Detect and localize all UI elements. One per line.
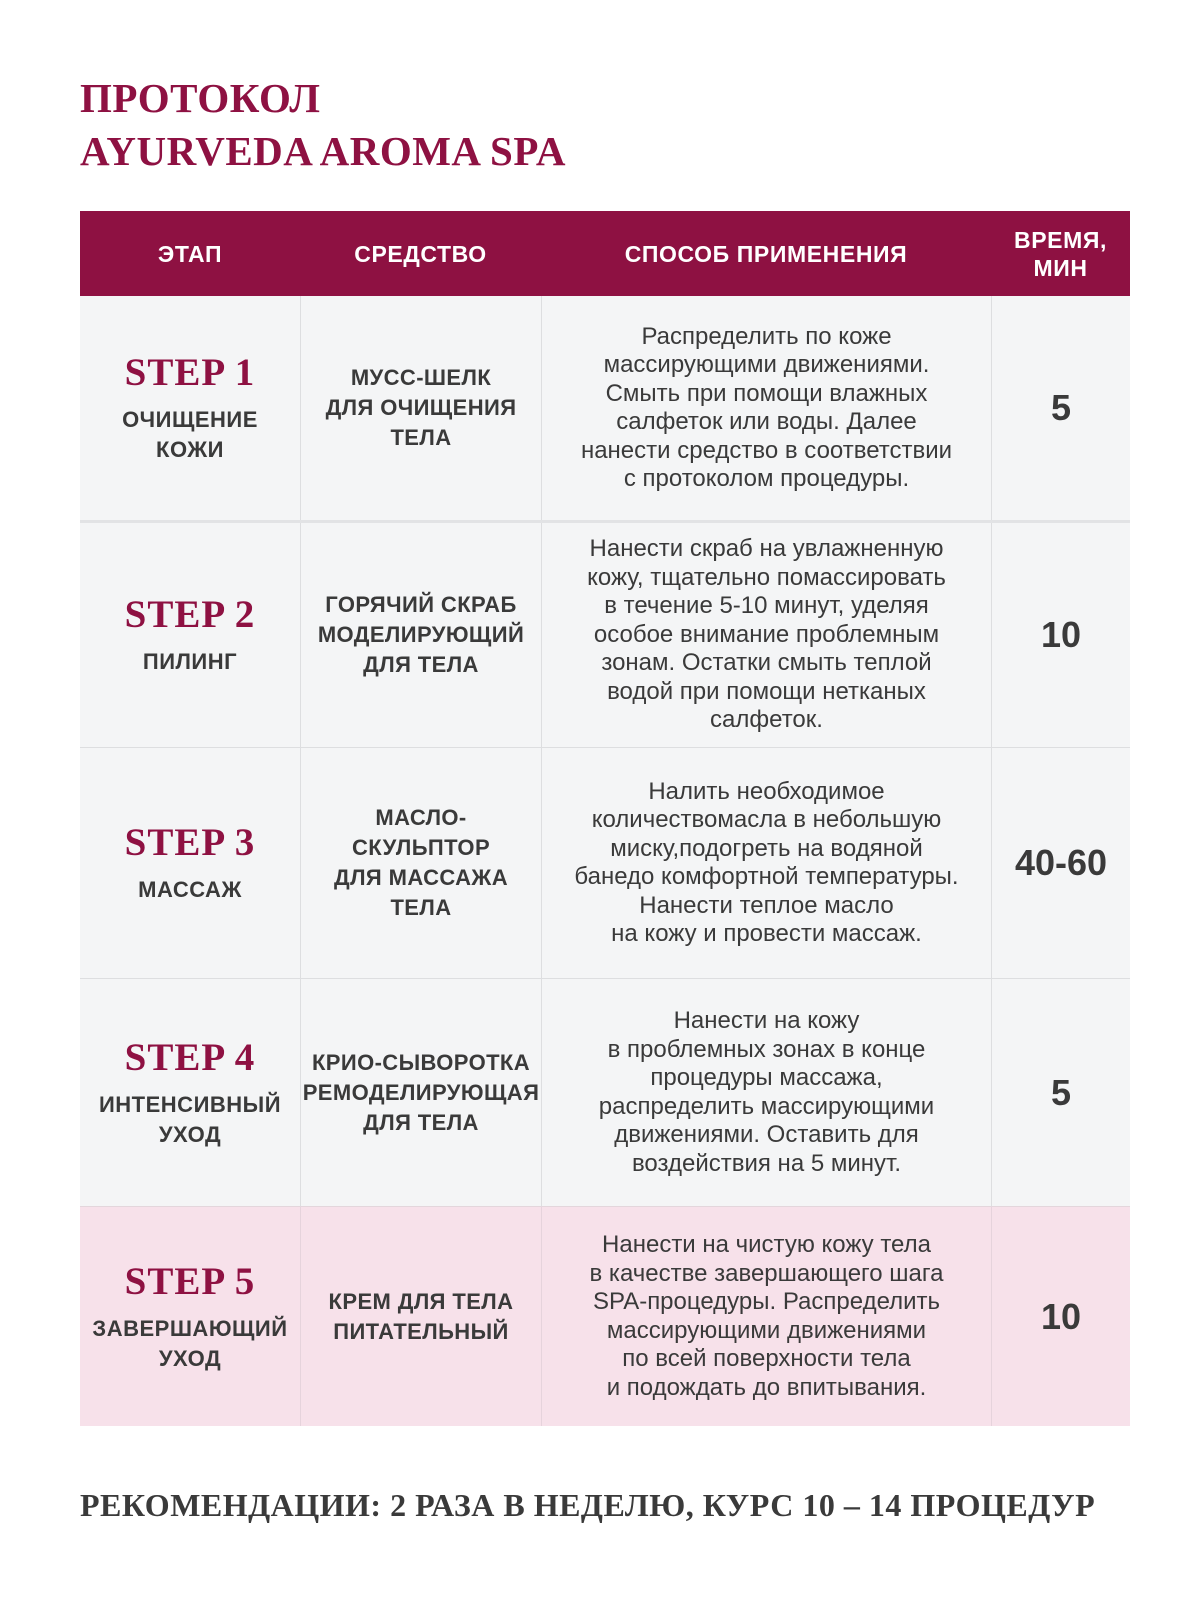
table-row-step-4 [80,978,1130,1206]
time-value: 5 [1050,387,1072,428]
step-label: STEP 5 [124,1259,256,1303]
method-text: Распределить по коже массирующими движениями. Смыть при помощи влажных салфеток или воды. Далее нанести средство в соответствии с протоколом процедуры. [580,322,953,492]
step-label: STEP 4 [124,1035,256,1079]
product-name: КРЕМ ДЛЯ ТЕЛА ПИТАТЕЛЬНЫЙ [328,1288,514,1344]
header-method: СПОСОБ ПРИМЕНЕНИЯ [624,240,908,267]
title-line-2: AYURVEDA AROMA SPA [80,128,566,174]
stage-cell [80,523,300,747]
header-time: ВРЕМЯ, МИН [1014,226,1107,281]
table-row-step-5 [80,1206,1130,1426]
product-cell [300,1207,541,1426]
stage-cell [80,1207,300,1426]
page-title [80,72,566,178]
title-line-1: ПРОТОКОЛ [80,75,321,121]
method-cell [541,296,991,520]
method-text: Нанести на чистую кожу тела в качестве завершающего шага SPA-процедуры. Распределить массирующими движениями по всей поверхности тела и подождать до впитывания. [589,1231,944,1401]
method-text: Налить необходимое количествомасла в небольшую миску,подогреть на водяной банедо комфортной температуры. Нанести теплое масло на кожу и провести массаж. [574,777,959,947]
time-cell [991,1207,1130,1426]
stage-name: ОЧИЩЕНИЕ КОЖИ [122,407,258,462]
time-value: 10 [1040,614,1082,655]
header-product: СРЕДСТВО [354,240,487,267]
product-cell [300,748,541,978]
stage-name: МАССАЖ [138,877,242,902]
method-cell [541,748,991,978]
product-cell [300,523,541,747]
method-cell [541,1207,991,1426]
step-label: STEP 3 [124,821,256,864]
header-stage: ЭТАП [157,240,223,267]
product-name: ГОРЯЧИЙ СКРАБ МОДЕЛИРУЮЩИЙ ДЛЯ ТЕЛА [317,592,525,677]
method-text: Нанести скраб на увлажненную кожу, тщательно помассировать в течение 5-10 минут, уделяя особое внимание проблемным зонам. Остатки смыть теплой водой при помощи нетканых салфеток. [587,535,946,734]
time-value: 5 [1050,1071,1072,1113]
step-label: STEP 2 [124,593,256,636]
product-name: МУСС-ШЕЛК ДЛЯ ОЧИЩЕНИЯ ТЕЛА [325,365,517,450]
recommendations-footer: РЕКОМЕНДАЦИИ: 2 РАЗА В НЕДЕЛЮ, КУРС 10 – 14 ПРОЦЕДУР [80,1487,1096,1523]
time-cell [991,979,1130,1206]
product-cell [300,296,541,520]
time-cell [991,296,1130,520]
stage-cell [80,296,300,520]
table-header [80,211,1130,296]
time-cell [991,523,1130,747]
product-name: МАСЛО- СКУЛЬПТОР ДЛЯ МАССАЖА ТЕЛА [334,805,508,920]
time-cell [991,748,1130,978]
method-text: Нанести на кожу в проблемных зонах в конце процедуры массажа, распределить массирующими движениями. Оставить для воздействия на 5 минут. [598,1007,935,1177]
method-cell [541,979,991,1206]
step-label: STEP 1 [124,351,256,394]
stage-name: ПИЛИНГ [142,649,238,674]
product-name: КРИО-СЫВОРОТКА РЕМОДЕЛИРУЮЩАЯ ДЛЯ ТЕЛА [302,1049,540,1135]
stage-name: ЗАВЕРШАЮЩИЙ УХОД [92,1315,288,1371]
table-row-step-1 [80,296,1130,520]
product-cell [300,979,541,1206]
table-row-step-2 [80,520,1130,747]
protocol-table [80,211,1130,1426]
stage-cell [80,748,300,978]
method-cell [541,523,991,747]
time-value: 10 [1040,1295,1082,1337]
table-row-step-3 [80,747,1130,978]
stage-cell [80,979,300,1206]
stage-name: ИНТЕНСИВНЫЙ УХОД [98,1091,282,1147]
time-value: 40-60 [1014,842,1108,883]
